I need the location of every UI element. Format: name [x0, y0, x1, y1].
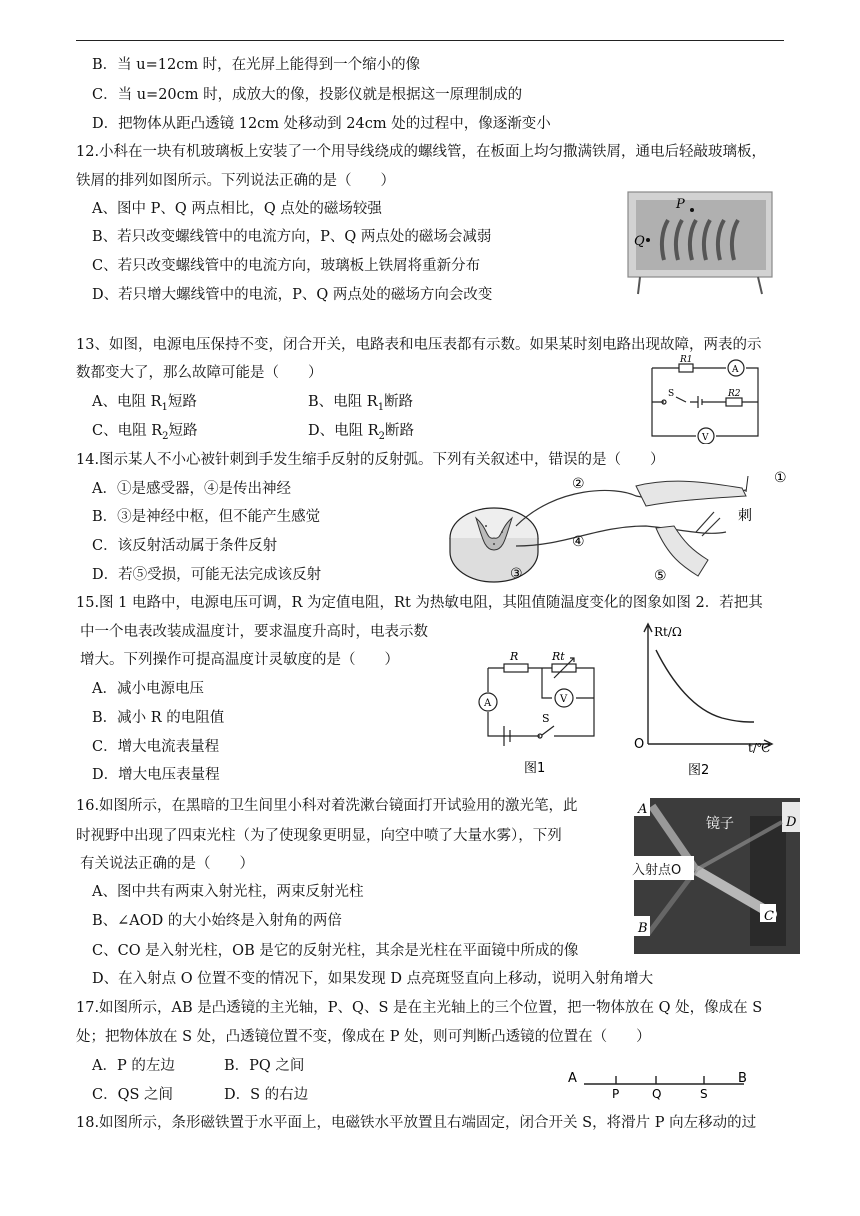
laser-label-a: A: [638, 802, 648, 817]
laser-label-c: C: [764, 909, 774, 924]
q14-option-a: A．①是感受器，④是传出神经: [92, 481, 291, 497]
reflex-label-1: ①: [774, 470, 787, 486]
laser-label-b: B: [638, 921, 648, 936]
reflex-label-3: ③: [510, 566, 523, 582]
q13-label-ammeter: A: [732, 365, 739, 375]
q15-option-d: D．增大电压表量程: [92, 767, 220, 783]
q13-label-r2: R2: [728, 389, 741, 399]
q12-option-b: B、若只改变螺线管中的电流方向，P、Q 两点处的磁场会减弱: [92, 229, 492, 245]
reflex-label-4: ④: [572, 534, 585, 550]
axis-label-p: P: [612, 1087, 620, 1101]
q13-label-r1: R1: [680, 355, 693, 365]
laser-label-d: D: [786, 815, 797, 830]
optical-axis-figure: [560, 1064, 760, 1102]
q15-fig2-xlabel: t/℃: [748, 741, 771, 755]
q11-option-b: B．当 u=12cm 时，在光屏上能得到一个缩小的像: [92, 57, 421, 73]
q15-circuit-figure-1: [470, 640, 610, 782]
q13-label-switch: S: [668, 389, 675, 399]
q12-stem-line2: 铁屑的排列如图所示。下列说法正确的是（ ）: [76, 173, 395, 189]
q15-option-a: A．减小电源电压: [92, 681, 204, 697]
q15-fig2-caption: 图2: [688, 763, 710, 778]
q15-stem-line3: 增大。下列操作可提高温度计灵敏度的是（ ）: [80, 652, 399, 668]
q16-stem-line1: 16.如图所示，在黑暗的卫生间里小科对着洗漱台镜面打开试验用的激光笔，此: [76, 798, 578, 814]
q12-option-c: C、若只改变螺线管中的电流方向，玻璃板上铁屑将重新分布: [92, 258, 481, 274]
q15-fig1-label-r: R: [510, 650, 519, 663]
q11-option-c: C．当 u=20cm 时，成放大的像，投影仪就是根据这一原理制成的: [92, 87, 523, 103]
q15-option-b: B．减小 R 的电阻值: [92, 710, 225, 726]
q13-stem-line1: 13、如图，电源电压保持不变，闭合开关，电路表和电压表都有示数。如果某时刻电路出现故障，两表的示: [76, 337, 762, 353]
q13-stem-line2: 数都变大了，那么故障可能是（ ）: [76, 365, 323, 381]
q15-fig1-label-ammeter: A: [484, 698, 492, 709]
solenoid-label-q: Q: [634, 234, 645, 249]
q15-option-c: C．增大电流表量程: [92, 739, 220, 755]
q17-option-d: D．S 的右边: [224, 1087, 309, 1103]
header-rule: [76, 40, 784, 41]
laser-label-mirror: 镜子: [706, 816, 734, 832]
laser-label-incidence-point: 入射点O: [632, 863, 682, 878]
q13-circuit-figure: [646, 352, 766, 444]
q16-stem-line3: 有关说法正确的是（ ）: [80, 856, 254, 872]
q16-stem-line2: 时视野中出现了四束光柱（为了使现象更明显，向空中喷了大量水雾），下列: [76, 828, 562, 844]
q16-option-d: D、在入射点 O 位置不变的情况下，如果发现 D 点亮斑竖直向上移动，说明入射角增大: [92, 971, 654, 987]
q17-option-c: C．QS 之间: [92, 1087, 174, 1103]
q16-option-a: A、图中共有两束入射光柱，两束反射光柱: [92, 884, 364, 900]
q13-option-b: B、电阻 $R_1$断路: [308, 394, 414, 413]
q11-option-d: D．把物体从距凸透镜 12cm 处移动到 24cm 处的过程中，像逐渐变小: [92, 116, 551, 132]
q13-label-voltmeter: V: [702, 433, 709, 443]
q12-option-d: D、若只增大螺线管中的电流，P、Q 两点处的磁场方向会改变: [92, 287, 493, 303]
q15-graph-figure-2: [628, 618, 784, 782]
q16-option-b: B、∠AOD 的大小始终是入射角的两倍: [92, 913, 342, 929]
q17-option-a: A．P 的左边: [92, 1058, 175, 1074]
q18-stem-line1: 18.如图所示，条形磁铁置于水平面上，电磁铁水平放置且右端固定，闭合开关 S，将滑片 P 向左移动的过: [76, 1115, 757, 1131]
q17-stem-line1: 17.如图所示，AB 是凸透镜的主光轴，P、Q、S 是在主光轴上的三个位置，把一物体放在 Q 处，像成在 S: [76, 1000, 763, 1016]
q13-option-a: A、电阻 $R_1$短路: [92, 394, 197, 413]
q15-fig1-caption: 图1: [524, 761, 546, 776]
q14-option-d: D．若⑤受损，可能无法完成该反射: [92, 567, 322, 583]
q17-option-b: B．PQ 之间: [224, 1058, 305, 1074]
q15-fig1-label-rt: Rt: [552, 650, 565, 663]
q15-fig2-origin: O: [634, 737, 645, 752]
q15-fig1-label-switch: S: [542, 712, 550, 725]
axis-label-s: S: [700, 1087, 708, 1101]
axis-label-q: Q: [652, 1087, 662, 1101]
q15-fig2-ylabel: Rt/Ω: [654, 625, 682, 639]
axis-label-b: B: [738, 1071, 747, 1086]
q13-option-d: D、电阻 $R_2$断路: [308, 423, 415, 442]
q12-option-a: A、图中 P、Q 两点相比，Q 点处的磁场较强: [92, 201, 382, 217]
q14-option-c: C．该反射活动属于条件反射: [92, 538, 278, 554]
q13-option-c: C、电阻 $R_2$短路: [92, 423, 198, 442]
solenoid-iron-filings-figure: [626, 190, 776, 300]
q15-stem-line2: 中一个电表改装成温度计，要求温度升高时，电表示数: [80, 624, 428, 640]
q16-option-c: C、CO 是入射光柱，OB 是它的反射光柱，其余是光柱在平面镜中所成的像: [92, 943, 579, 959]
reflex-arc-figure: [446, 466, 794, 588]
q15-fig1-label-voltmeter: V: [560, 694, 568, 705]
reflex-label-ci: 刺: [738, 508, 752, 524]
q12-stem-line1: 12.小科在一块有机玻璃板上安装了一个用导线绕成的螺线管，在板面上均匀撒满铁屑，通电后轻敲玻璃板，: [76, 144, 767, 160]
q14-stem: 14.图示某人不小心被针刺到手发生缩手反射的反射弧。下列有关叙述中，错误的是（ ）: [76, 452, 665, 468]
reflex-label-5: ⑤: [654, 568, 667, 584]
q14-option-b: B．③是神经中枢，但不能产生感觉: [92, 509, 321, 525]
q15-stem-line1: 15.图 1 电路中，电源电压可调，R 为定值电阻，Rt 为热敏电阻，其阻值随温度变化的图象如图 2．若把其: [76, 595, 763, 611]
q17-stem-line2: 处；把物体放在 S 处，凸透镜位置不变，像成在 P 处，则可判断凸透镜的位置在（ ）: [76, 1029, 651, 1045]
laser-mirror-photo: [632, 796, 802, 956]
reflex-label-2: ②: [572, 476, 585, 492]
axis-label-a: A: [568, 1071, 577, 1086]
solenoid-label-p: P: [676, 197, 685, 212]
